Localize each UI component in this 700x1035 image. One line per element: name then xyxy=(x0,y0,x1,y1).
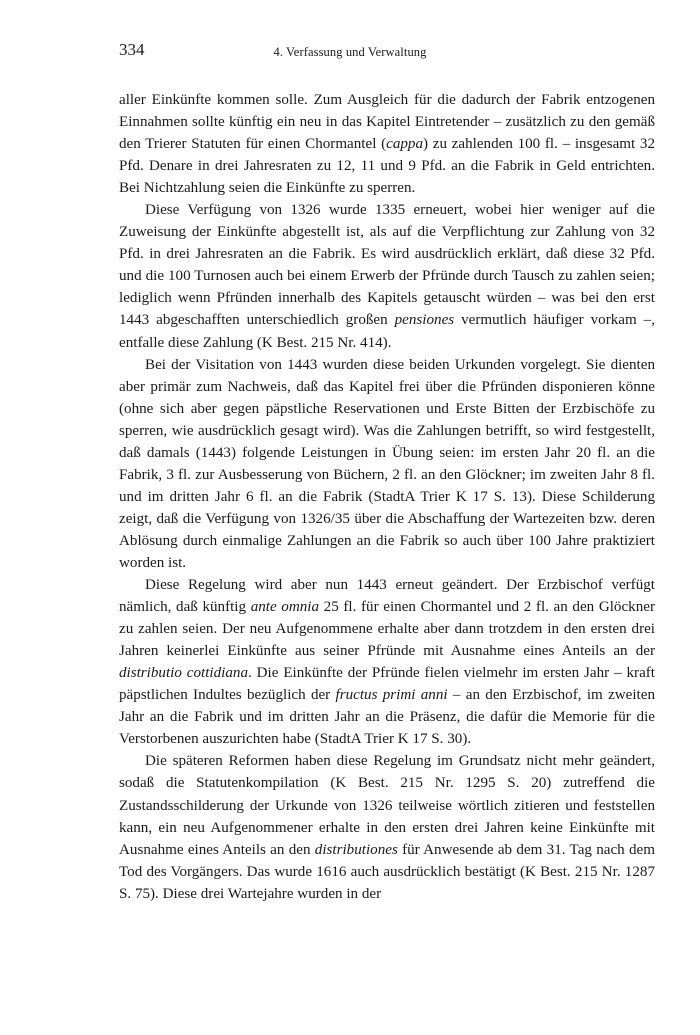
latin-term: distributiones xyxy=(314,841,398,858)
running-head: 4. Verfassung und Verwaltung xyxy=(273,45,427,59)
text-run: 25 fl. für einen Chormantel und 2 fl. an den Glöckner zu zahlen seien. Der neu Aufgenommene erhalte aber dann trotzdem in den ersten drei Jahren keinerlei Einkünfte aus seiner Pfründe mit Ausnahme eines Anteils an der xyxy=(119,599,655,660)
text-run: – an den Erzbischof, im zweiten Jahr an die Fabrik und im dritten Jahr an die Präsenz, die dafür die Memorie für die Verstorbenen auszurichten habe (StadtA Trier K 17 S. 30). xyxy=(119,687,655,748)
paragraph xyxy=(119,750,655,904)
paragraph xyxy=(119,574,655,750)
latin-term: cappa xyxy=(386,136,424,153)
body-text xyxy=(119,89,655,905)
text-run: ) zu zahlenden 100 fl. – insgesamt 32 Pfd. Denare in drei Jahresraten zu 12, 11 und 9 Pfd. an die Fabrik in Geld entrichten. Bei Nichtzahlung seien die Einkünfte zu sperren. xyxy=(119,136,656,197)
text-run: . Die Einkünfte der Pfründe fielen vielmehr im ersten Jahr – kraft päpstlichen Indultes bezüglich der xyxy=(119,665,655,704)
latin-term: distributio cottidiana xyxy=(119,665,248,682)
latin-term: fructus primi anni xyxy=(335,687,448,704)
paragraph xyxy=(119,199,655,353)
text-run: aller Einkünfte kommen solle. Zum Ausgleich für die dadurch der Fabrik entzogenen Einnahmen sollte künftig ein neu in das Kapitel Eintretender – zusätzlich zu den gemäß den Trierer Statuten für einen Chormantel ( xyxy=(119,92,655,153)
paragraph xyxy=(119,354,655,574)
latin-term: pensiones xyxy=(394,312,455,329)
text-run: Diese Regelung wird aber nun 1443 erneut geändert. Der Erzbischof verfügt nämlich, daß künftig xyxy=(119,577,655,616)
text-run: Die späteren Reformen haben diese Regelung im Grundsatz nicht mehr geändert, sodaß die Statutenkompilation (K Best. 215 Nr. 1295 S. 20) zutreffend die Zustandsschilderung der Urkunde von 1326 teilweise wörtlich zitieren und feststellen kann, ein neu Aufgenommener erhalte in den ersten drei Jahren keine Einkünfte mit Ausnahme eines Anteils an den xyxy=(119,753,655,858)
text-run: vermutlich häufiger vorkam –, entfalle diese Zahlung (K Best. 215 Nr. 414). xyxy=(119,312,655,351)
latin-term: ante omnia xyxy=(250,599,320,616)
paragraph xyxy=(119,89,655,199)
text-run: Diese Verfügung von 1326 wurde 1335 erneuert, wobei hier weniger auf die Zuweisung der Einkünfte abgestellt ist, als auf die Verpflichtung zur Zahlung von 32 Pfd. in drei Jahresraten an die Fabrik. Es wird ausdrücklich erklärt, daß diese 32 Pfd. und die 100 Turnosen auch bei einem Erwerb der Pfründe durch Tausch zu zahlen seien; lediglich wenn Pfründen innerhalb des Kapitels getauscht würden – was bei den erst 1443 abgeschafften unterschiedlich großen xyxy=(119,202,655,329)
text-run: Bei der Visitation von 1443 wurden diese beiden Urkunden vorgelegt. Sie dienten aber primär zum Nachweis, daß das Kapitel frei über die Pfründen disponieren könne (ohne sich aber gegen päpstliche Reservationen und Erste Bitten der Erzbischöfe zu sperren, wie ausdrücklich gesagt wird). Was die Zahlungen betrifft, so wird festgestellt, daß damals (1443) folgende Leistungen in Übung seien: im ersten Jahr 20 fl. an die Fabrik, 3 fl. zur Ausbesserung von Büchern, 2 fl. an den Glöckner; im zweiten Jahr 8 fl. und im dritten Jahr 6 fl. an die Fabrik (StadtA Trier K 17 S. 13). Diese Schilderung zeigt, daß die Verfügung von 1326/35 über die Abschaffung der Wartezeiten bzw. deren Ablösung durch einmalige Zahlungen an die Fabrik so auch über 100 Jahre praktiziert worden ist. xyxy=(119,356,655,571)
page-number: 334 xyxy=(119,40,145,59)
text-run: für Anwesende ab dem 31. Tag nach dem Tod des Vorgängers. Das wurde 1616 auch ausdrücklich bestätigt (K Best. 215 Nr. 1287 S. 75). Diese drei Wartejahre wurden in der xyxy=(119,841,655,902)
